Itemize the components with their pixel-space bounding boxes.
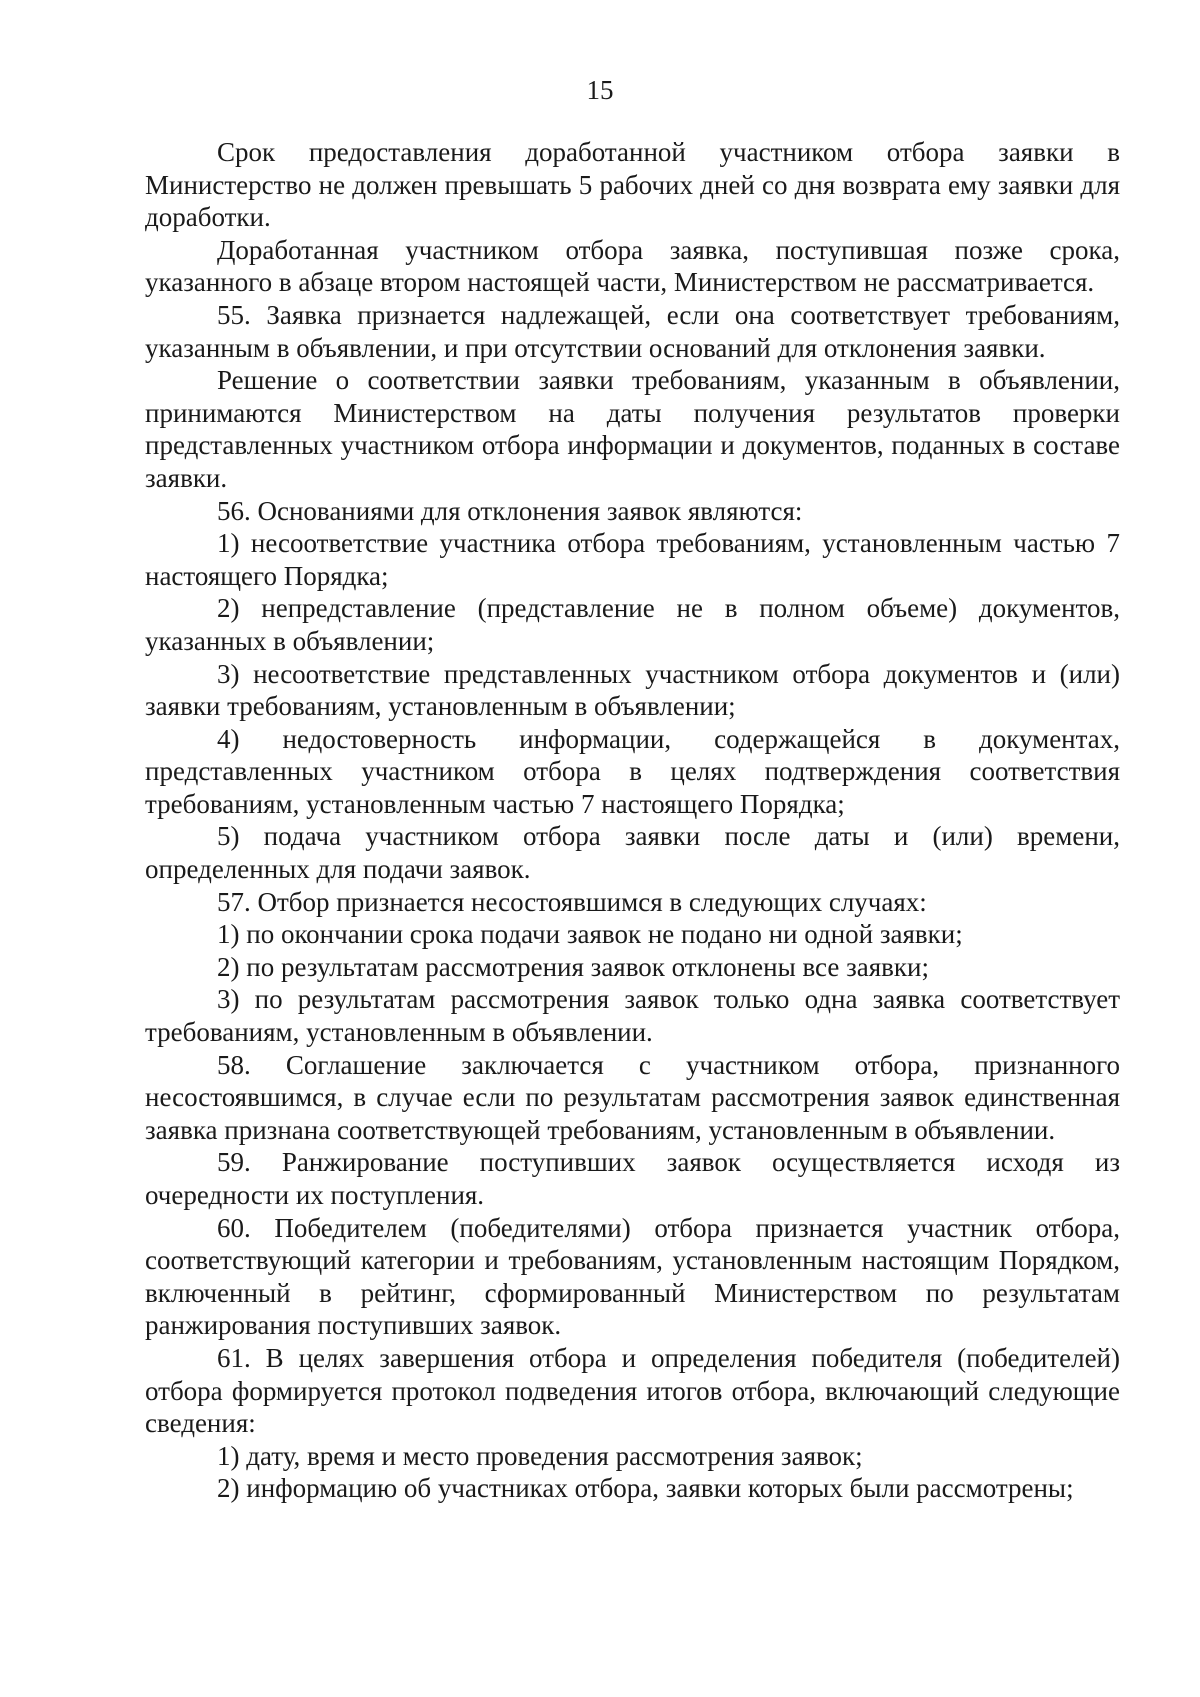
list-item: 1) несоответствие участника отбора требованиям, установленным частью 7 настоящего Порядка; (145, 528, 1120, 591)
document-body (145, 136, 1120, 1505)
page-number: 15 (586, 75, 614, 105)
list-item: 4) недостоверность информации, содержащейся в документах, представленных участником отбора в целях подтверждения соответствия требованиям, установленным частью 7 настоящего Порядка; (145, 723, 1120, 819)
list-item: 5) подача участником отбора заявки после даты и (или) времени, определенных для подачи заявок. (145, 821, 1120, 885)
paragraph: 59. Ранжирование поступивших заявок осуществляется исходя из очередности их поступления. (145, 1147, 1120, 1210)
list-item: 3) по результатам рассмотрения заявок только одна заявка соответствует требованиям, установленным в объявлении. (145, 984, 1120, 1048)
list-item: 3) несоответствие представленных участником отбора документов и (или) заявки требованиям, установленным в объявлении; (145, 658, 1120, 722)
paragraph: 58. Соглашение заключается с участником отбора, признанного несостоявшимся, в случае если по результатам рассмотрения заявок единственная заявка признана соответствующей требованиям, установленным в объявлении. (145, 1049, 1120, 1145)
paragraph: Доработанная участником отбора заявка, поступившая позже срока, указанного в абзаце втором настоящей части, Министерством не рассматривается. (145, 234, 1120, 298)
paragraph: 55. Заявка признается надлежащей, если она соответствует требованиям, указанным в объявлении, и при отсутствии оснований для отклонения заявки. (145, 299, 1120, 363)
list-item: 1) по окончании срока подачи заявок не подано ни одной заявки; (217, 919, 963, 950)
paragraph: 57. Отбор признается несостоявшимся в следующих случаях: (217, 886, 927, 917)
paragraph: 56. Основаниями для отклонения заявок являются: (217, 495, 803, 526)
paragraph: 61. В целях завершения отбора и определения победителя (победителей) отбора формируется протокол подведения итогов отбора, включающий следующие сведения: (145, 1342, 1120, 1439)
list-item: 2) по результатам рассмотрения заявок отклонены все заявки; (217, 951, 929, 982)
paragraph: Решение о соответствии заявки требованиям, указанным в объявлении, принимаются Министерством на даты получения результатов проверки представленных участником отбора информации и документов, поданных в составе заявки. (145, 365, 1120, 493)
paragraph: Срок предоставления доработанной участником отбора заявки в Министерство не должен превышать 5 рабочих дней со дня возврата ему заявки для доработки. (145, 137, 1120, 233)
list-item: 1) дату, время и место проведения рассмотрения заявок; (217, 1440, 863, 1471)
list-item: 2) информацию об участниках отбора, заявки которых были рассмотрены; (217, 1473, 1074, 1504)
paragraph: 60. Победителем (победителями) отбора признается участник отбора, соответствующий категории и требованиям, установленным настоящим Порядком, включенный в рейтинг, сформированный Министерством по результатам ранжирования поступивших заявок. (145, 1212, 1120, 1341)
list-item: 2) непредставление (представление не в полном объеме) документов, указанных в объявлении; (145, 593, 1120, 656)
